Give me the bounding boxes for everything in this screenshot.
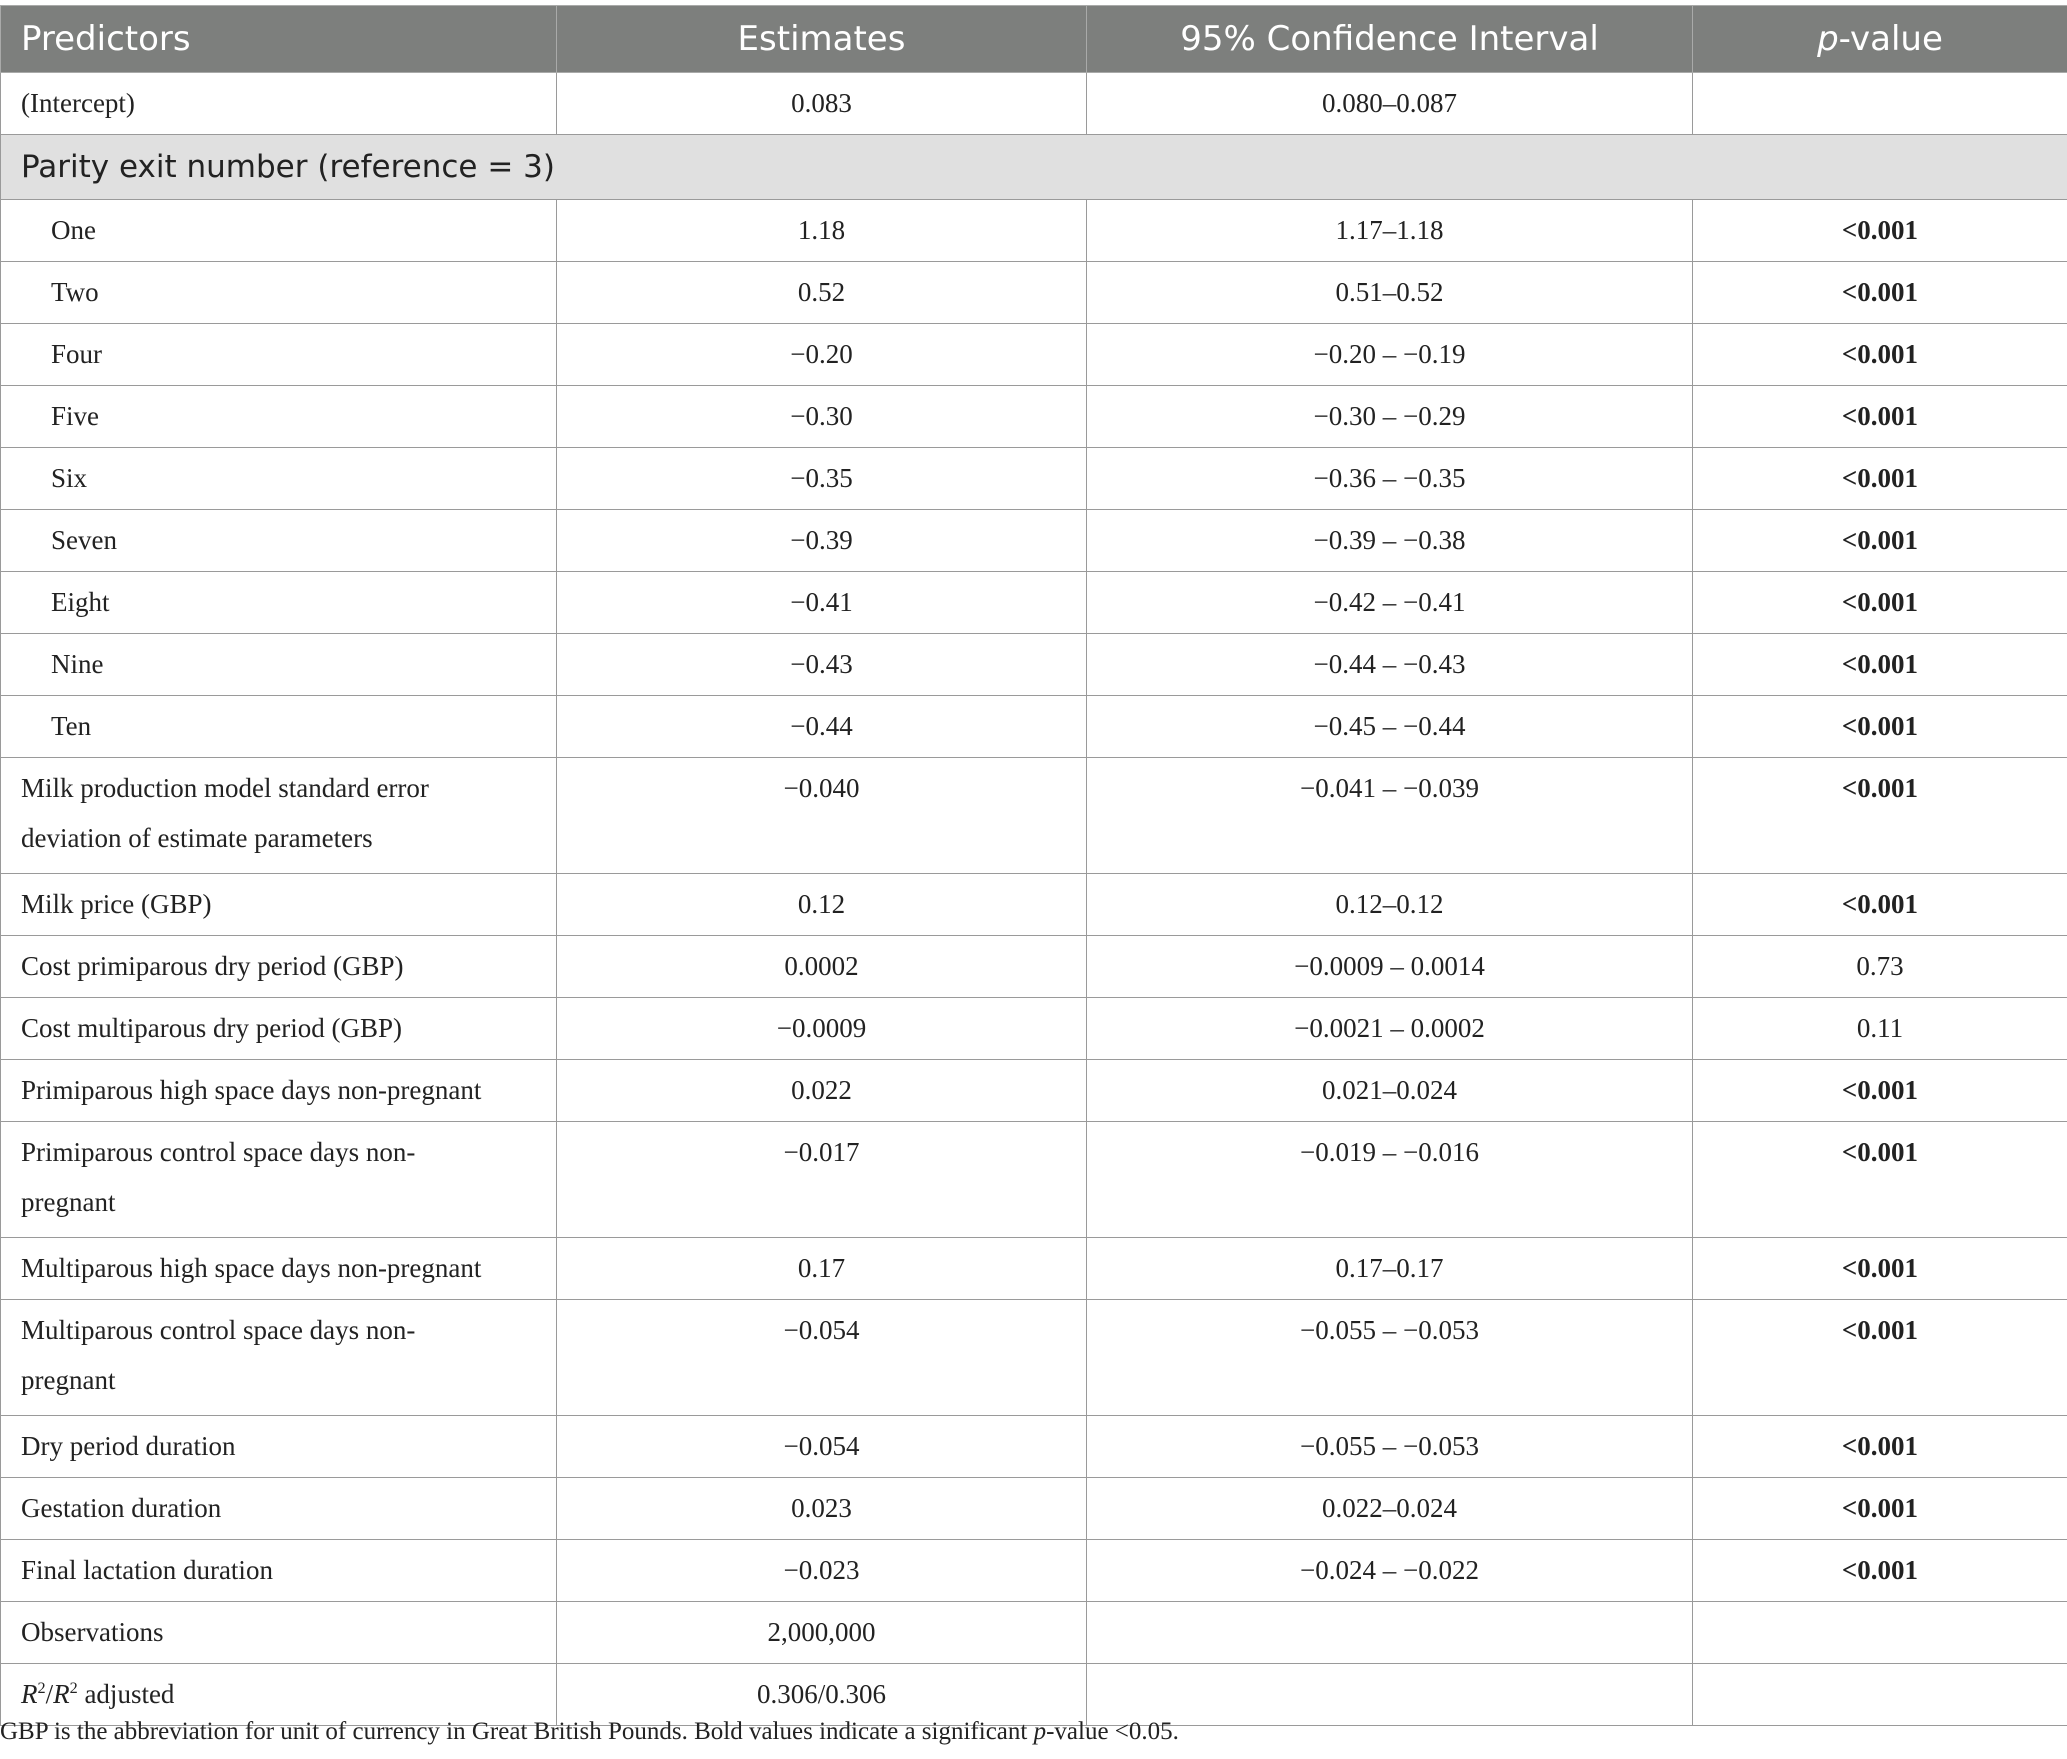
table-row <box>1 510 2067 572</box>
footnote-text-1: GBP is the abbreviation for unit of currency in Great British Pounds. Bold values indicate a significant <box>0 1718 1034 1745</box>
table-footnote <box>0 1718 1179 1746</box>
cell-label <box>1 1060 557 1122</box>
cell-p-value: 0.11 <box>1693 998 2067 1060</box>
cell-estimate: 0.306/0.306 <box>557 1664 1087 1726</box>
cell-label <box>1 1300 557 1416</box>
table-row <box>1 1416 2067 1478</box>
cell-label-line1: Final lactation duration <box>21 1555 273 1585</box>
cell-estimate: −0.017 <box>557 1122 1087 1238</box>
header-p-italic: p <box>1817 19 1839 59</box>
cell-label-line1: Dry period duration <box>21 1431 236 1461</box>
cell-ci: −0.20 – −0.19 <box>1087 324 1693 386</box>
cell-label <box>1 1478 557 1540</box>
cell-label-line2: deviation of estimate parameters <box>21 823 373 853</box>
cell-ci <box>1087 1602 1693 1664</box>
header-confidence-interval: 95% Confidence Interval <box>1087 6 1693 73</box>
cell-ci: −0.055 – −0.053 <box>1087 1300 1693 1416</box>
cell-ci: −0.0009 – 0.0014 <box>1087 936 1693 998</box>
table-row <box>1 696 2067 758</box>
cell-label <box>1 1602 557 1664</box>
cell-p-value: <0.001 <box>1693 1416 2067 1478</box>
cell-p-value: <0.001 <box>1693 510 2067 572</box>
footnote-p-italic: p <box>1033 1718 1047 1745</box>
table-row <box>1 386 2067 448</box>
cell-p-value: <0.001 <box>1693 448 2067 510</box>
header-predictors: Predictors <box>1 6 557 73</box>
cell-label-line1: Primiparous control space days non- <box>21 1137 416 1167</box>
cell-ci: −0.36 – −0.35 <box>1087 448 1693 510</box>
cell-estimate: 0.52 <box>557 262 1087 324</box>
cell-label: Nine <box>1 634 557 696</box>
table-row <box>1 634 2067 696</box>
cell-ci: −0.39 – −0.38 <box>1087 510 1693 572</box>
cell-estimate: 0.17 <box>557 1238 1087 1300</box>
cell-p-value: <0.001 <box>1693 1478 2067 1540</box>
cell-ci: 0.080–0.087 <box>1087 73 1693 135</box>
table-row <box>1 572 2067 634</box>
cell-p-value: <0.001 <box>1693 1300 2067 1416</box>
cell-ci: −0.44 – −0.43 <box>1087 634 1693 696</box>
cell-label-line2: pregnant <box>21 1187 116 1217</box>
cell-ci: 1.17–1.18 <box>1087 200 1693 262</box>
cell-ci: −0.45 – −0.44 <box>1087 696 1693 758</box>
cell-estimate: 2,000,000 <box>557 1602 1087 1664</box>
cell-p-value: <0.001 <box>1693 1238 2067 1300</box>
cell-ci: 0.51–0.52 <box>1087 262 1693 324</box>
cell-label <box>1 936 557 998</box>
cell-p-value <box>1693 73 2067 135</box>
cell-label: Two <box>1 262 557 324</box>
table-row-intercept <box>1 73 2067 135</box>
cell-label <box>1 1122 557 1238</box>
table-row <box>1 1122 2067 1238</box>
r-symbol-adjusted: R <box>53 1679 70 1709</box>
cell-p-value: <0.001 <box>1693 262 2067 324</box>
header-p-value <box>1693 6 2067 73</box>
cell-label-line1: Milk production model standard error <box>21 773 429 803</box>
cell-estimate: 0.023 <box>557 1478 1087 1540</box>
r-symbol: R <box>21 1679 38 1709</box>
r-superscript: 2 <box>37 1679 46 1697</box>
cell-estimate: −0.43 <box>557 634 1087 696</box>
table-row <box>1 200 2067 262</box>
cell-estimate: −0.20 <box>557 324 1087 386</box>
header-estimates: Estimates <box>557 6 1087 73</box>
cell-ci: −0.024 – −0.022 <box>1087 1540 1693 1602</box>
table-row <box>1 1602 2067 1664</box>
cell-p-value: 0.73 <box>1693 936 2067 998</box>
table-row <box>1 448 2067 510</box>
cell-estimate: −0.054 <box>557 1416 1087 1478</box>
cell-label <box>1 874 557 936</box>
table-row <box>1 1540 2067 1602</box>
cell-estimate: −0.30 <box>557 386 1087 448</box>
cell-ci: 0.17–0.17 <box>1087 1238 1693 1300</box>
header-p-suffix: -value <box>1838 19 1943 59</box>
cell-p-value: <0.001 <box>1693 696 2067 758</box>
cell-label-line2: pregnant <box>21 1365 116 1395</box>
table-row <box>1 936 2067 998</box>
cell-label <box>1 1540 557 1602</box>
cell-label: (Intercept) <box>1 73 557 135</box>
cell-estimate: 0.022 <box>557 1060 1087 1122</box>
cell-estimate: −0.44 <box>557 696 1087 758</box>
cell-ci: 0.022–0.024 <box>1087 1478 1693 1540</box>
table-row <box>1 758 2067 874</box>
cell-label: Ten <box>1 696 557 758</box>
cell-estimate: −0.0009 <box>557 998 1087 1060</box>
cell-ci: 0.021–0.024 <box>1087 1060 1693 1122</box>
section-title: Parity exit number (reference = 3) <box>1 135 2067 200</box>
cell-label: Six <box>1 448 557 510</box>
cell-p-value: <0.001 <box>1693 1122 2067 1238</box>
cell-label <box>1 1238 557 1300</box>
cell-ci: −0.041 – −0.039 <box>1087 758 1693 874</box>
cell-ci: −0.42 – −0.41 <box>1087 572 1693 634</box>
cell-p-value: <0.001 <box>1693 874 2067 936</box>
cell-p-value: <0.001 <box>1693 758 2067 874</box>
cell-label: Four <box>1 324 557 386</box>
cell-label-line1: Multiparous control space days non- <box>21 1315 416 1345</box>
cell-label <box>1 1664 557 1726</box>
cell-p-value: <0.001 <box>1693 1540 2067 1602</box>
cell-label-line1: Observations <box>21 1617 164 1647</box>
cell-label: Seven <box>1 510 557 572</box>
table-row <box>1 998 2067 1060</box>
cell-ci <box>1087 1664 1693 1726</box>
cell-estimate: 0.12 <box>557 874 1087 936</box>
cell-label-line1: Milk price (GBP) <box>21 889 212 919</box>
cell-estimate: −0.35 <box>557 448 1087 510</box>
cell-ci: −0.019 – −0.016 <box>1087 1122 1693 1238</box>
cell-estimate: −0.054 <box>557 1300 1087 1416</box>
cell-estimate: −0.040 <box>557 758 1087 874</box>
table-row <box>1 874 2067 936</box>
cell-estimate: 1.18 <box>557 200 1087 262</box>
cell-p-value: <0.001 <box>1693 572 2067 634</box>
cell-label: Eight <box>1 572 557 634</box>
table-row <box>1 262 2067 324</box>
cell-label-line1: Cost primiparous dry period (GBP) <box>21 951 404 981</box>
results-table-container <box>0 5 2067 1726</box>
cell-estimate: 0.083 <box>557 73 1087 135</box>
cell-label-line1: Cost multiparous dry period (GBP) <box>21 1013 402 1043</box>
cell-p-value <box>1693 1664 2067 1726</box>
table-header <box>1 6 2067 73</box>
section-row-parity <box>1 135 2067 200</box>
table-row <box>1 1478 2067 1540</box>
cell-estimate: 0.0002 <box>557 936 1087 998</box>
cell-p-value: <0.001 <box>1693 324 2067 386</box>
regression-results-table <box>0 5 2067 1726</box>
cell-ci: −0.055 – −0.053 <box>1087 1416 1693 1478</box>
cell-label: Five <box>1 386 557 448</box>
cell-p-value: <0.001 <box>1693 634 2067 696</box>
cell-label-line1: Gestation duration <box>21 1493 222 1523</box>
cell-label <box>1 1416 557 1478</box>
r-superscript-adjusted: 2 <box>69 1679 78 1697</box>
cell-estimate: −0.39 <box>557 510 1087 572</box>
table-row-r-squared <box>1 1664 2067 1726</box>
cell-ci: 0.12–0.12 <box>1087 874 1693 936</box>
cell-p-value: <0.001 <box>1693 1060 2067 1122</box>
table-row <box>1 324 2067 386</box>
table-row <box>1 1060 2067 1122</box>
cell-estimate: −0.41 <box>557 572 1087 634</box>
table-body <box>1 73 2067 1726</box>
cell-label-line1: Primiparous high space days non-pregnant <box>21 1075 482 1105</box>
r-adjusted-suffix: adjusted <box>77 1679 175 1709</box>
cell-p-value: <0.001 <box>1693 386 2067 448</box>
cell-p-value: <0.001 <box>1693 200 2067 262</box>
cell-label <box>1 998 557 1060</box>
footnote-text-2: -value <0.05. <box>1046 1718 1179 1745</box>
cell-p-value <box>1693 1602 2067 1664</box>
table-row <box>1 1238 2067 1300</box>
cell-estimate: −0.023 <box>557 1540 1087 1602</box>
cell-ci: −0.0021 – 0.0002 <box>1087 998 1693 1060</box>
r-slash: / <box>45 1679 54 1709</box>
table-row <box>1 1300 2067 1416</box>
cell-label: One <box>1 200 557 262</box>
cell-label <box>1 758 557 874</box>
cell-label-line1: Multiparous high space days non-pregnant <box>21 1253 482 1283</box>
cell-ci: −0.30 – −0.29 <box>1087 386 1693 448</box>
